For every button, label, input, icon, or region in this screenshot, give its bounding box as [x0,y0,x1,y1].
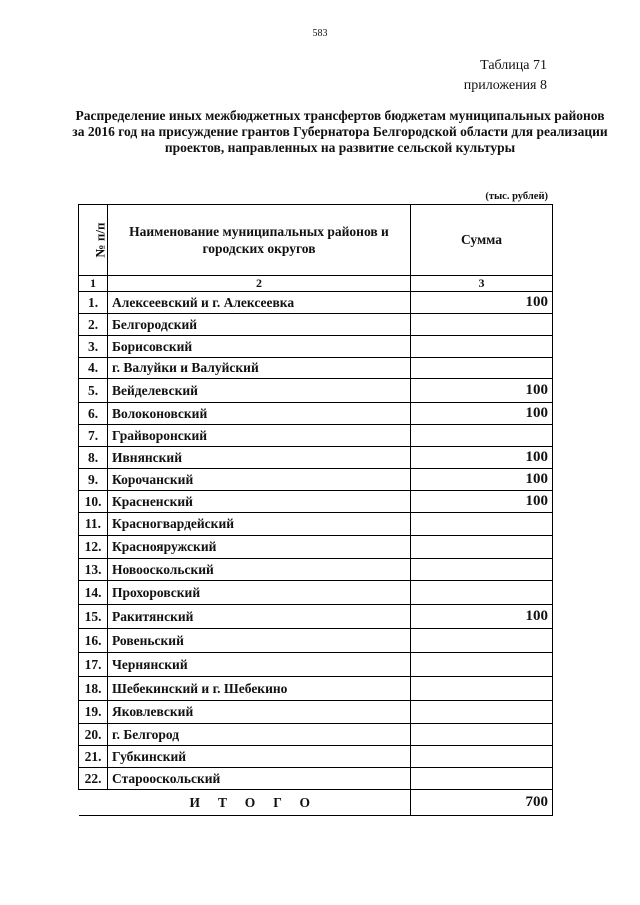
row-amount [411,746,553,768]
row-amount [411,629,553,653]
district-name: Ивнянский [108,447,411,469]
district-name: Старооскольский [108,768,411,790]
table-row [79,403,553,425]
row-amount [411,425,553,447]
row-number: 8. [79,447,108,469]
row-amount: 100 [411,447,553,469]
district-name: Краснояружский [108,536,411,559]
table-row [79,469,553,491]
total-amount: 700 [411,790,553,816]
district-name: Губкинский [108,746,411,768]
row-amount: 100 [411,491,553,513]
row-amount: 100 [411,292,553,314]
district-name: Красненский [108,491,411,513]
row-amount [411,724,553,746]
row-amount [411,701,553,724]
table-reference [464,56,547,96]
table-row [79,768,553,790]
header-name: Наименование муниципальных районов и городских округов [108,205,411,276]
table-row [79,447,553,469]
district-name: Шебекинский и г. Шебекино [108,677,411,701]
row-amount [411,768,553,790]
table-row [79,379,553,403]
row-number: 11. [79,513,108,536]
table-row [79,314,553,336]
district-name: Борисовский [108,336,411,358]
header-sum: Сумма [411,205,553,276]
district-name: Ровеньский [108,629,411,653]
header-number: № п/п [79,205,108,276]
table-row [79,358,553,379]
table-row [79,629,553,653]
row-number: 17. [79,653,108,677]
district-name: Волоконовский [108,403,411,425]
table-number: Таблица 71 [480,58,547,73]
row-number: 3. [79,336,108,358]
row-number: 2. [79,314,108,336]
district-name: Корочанский [108,469,411,491]
district-name: Алексеевский и г. Алексеевка [108,292,411,314]
row-number: 10. [79,491,108,513]
table-row [79,425,553,447]
row-number: 21. [79,746,108,768]
units-note: (тыс. рублей) [485,191,548,202]
document-title: Распределение иных межбюджетных трансфертов бюджетам муниципальных районов за 2016 год на присуждение грантов Губернатора Белгородской области для реализации проектов, направленных на развитие сельской культуры [72,108,608,155]
district-name: г. Белгород [108,724,411,746]
row-number: 12. [79,536,108,559]
district-name: Чернянский [108,653,411,677]
row-number: 13. [79,559,108,581]
row-amount [411,677,553,701]
row-number: 14. [79,581,108,605]
transfers-table [78,204,553,816]
table-row [79,559,553,581]
total-spacer [79,790,108,816]
table-row [79,746,553,768]
table-row [79,701,553,724]
column-numbers-row [79,276,553,292]
row-number: 5. [79,379,108,403]
table-row [79,292,553,314]
row-amount [411,653,553,677]
row-number: 1. [79,292,108,314]
row-number: 7. [79,425,108,447]
column-number: 2 [108,276,411,292]
table-row [79,677,553,701]
table-row [79,605,553,629]
row-amount: 100 [411,379,553,403]
row-number: 22. [79,768,108,790]
district-name: Ракитянский [108,605,411,629]
row-amount [411,358,553,379]
row-number: 6. [79,403,108,425]
row-amount: 100 [411,403,553,425]
row-number: 9. [79,469,108,491]
row-number: 15. [79,605,108,629]
row-amount [411,581,553,605]
table-row [79,513,553,536]
row-amount [411,314,553,336]
column-number: 3 [411,276,553,292]
table-row [79,336,553,358]
total-row [79,790,553,816]
row-amount [411,336,553,358]
district-name: г. Валуйки и Валуйский [108,358,411,379]
annex-reference: приложения 8 [463,78,547,93]
district-name: Новооскольский [108,559,411,581]
row-number: 20. [79,724,108,746]
district-name: Белгородский [108,314,411,336]
row-number: 4. [79,358,108,379]
row-number: 16. [79,629,108,653]
row-amount [411,513,553,536]
column-number: 1 [79,276,108,292]
table-row [79,491,553,513]
district-name: Прохоровский [108,581,411,605]
row-number: 19. [79,701,108,724]
page-number: 583 [312,28,328,39]
table-row [79,653,553,677]
row-amount [411,536,553,559]
header-row [79,205,553,276]
district-name: Грайворонский [108,425,411,447]
district-name: Вейделевский [108,379,411,403]
table-row [79,536,553,559]
row-amount: 100 [411,605,553,629]
row-amount [411,559,553,581]
district-name: Красногвардейский [108,513,411,536]
table-row [79,724,553,746]
row-number: 18. [79,677,108,701]
total-label: ИТОГО [108,790,411,816]
district-name: Яковлевский [108,701,411,724]
table-row [79,581,553,605]
row-amount: 100 [411,469,553,491]
